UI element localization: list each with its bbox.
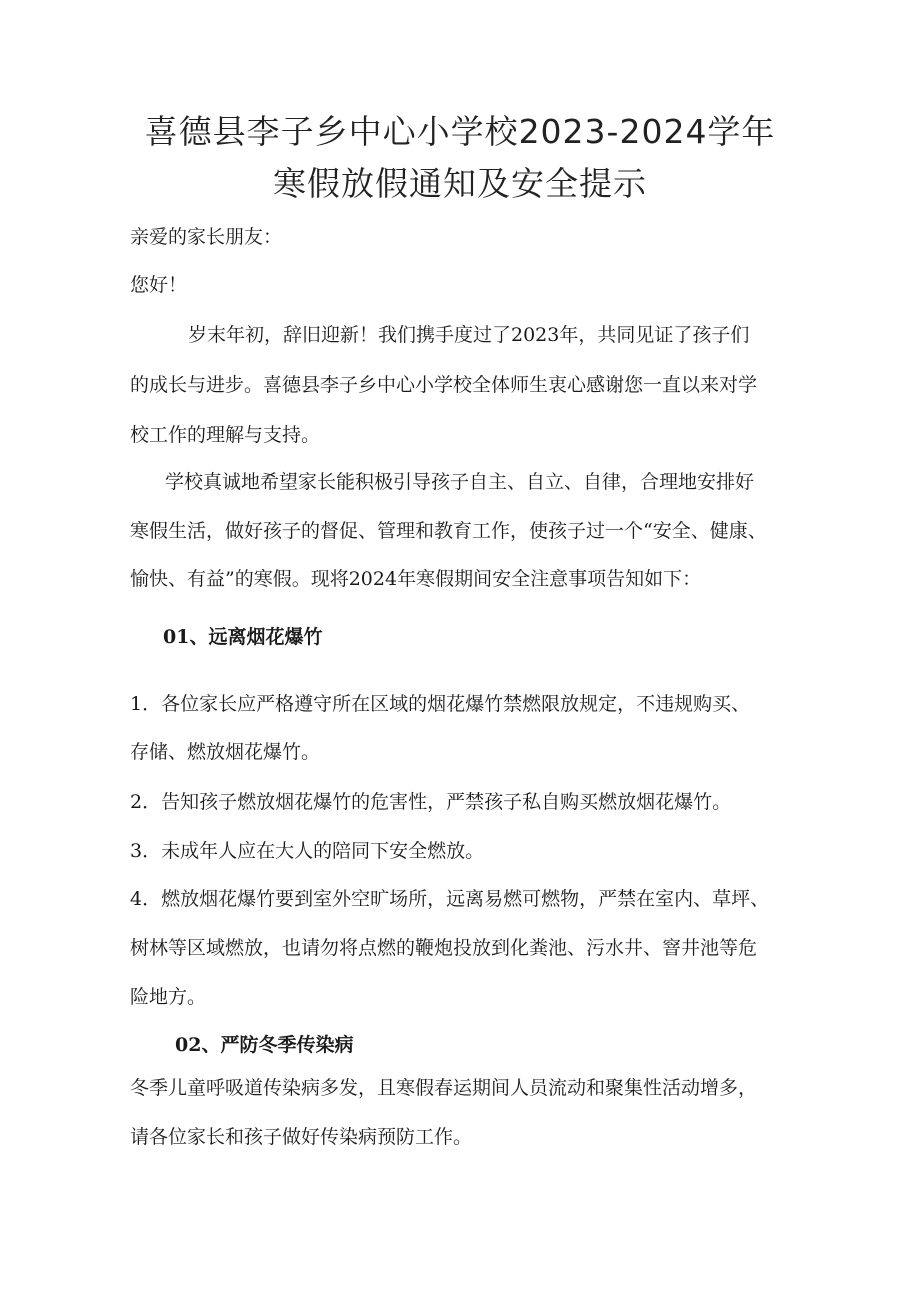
intro-paragraph-1-line-2: 的成长与进步。喜德县李子乡中心小学校全体师生衷心感谢您一直以来对学 [130,374,758,396]
document-title-line-1: 喜德县李子乡中心小学校2023-2024学年 [144,112,776,151]
intro-paragraph-2-line-2: 寒假生活，做好孩子的督促、管理和教育工作，使孩子过一个“安全、健康、 [130,520,767,542]
section-2-body-line-1: 冬季儿童呼吸道传染病多发，且寒假春运期间人员流动和聚集性活动增多， [130,1077,758,1099]
section-1-item-4-line-2: 树林等区域燃放，也请勿将点燃的鞭炮投放到化粪池、污水井、窨井池等危 [130,937,758,959]
section-1-heading: 01、远离烟花爆竹 [163,626,323,648]
salutation: 亲爱的家长朋友： [130,226,283,248]
section-1-item-4-line-3: 险地方。 [130,986,207,1008]
section-1-item-4-line-1: 4．燃放烟花爆竹要到室外空旷场所，远离易燃可燃物，严禁在室内、草坪、 [130,888,770,910]
intro-paragraph-2-line-1: 学校真诚地希望家长能积极引导孩子自主、自立、自律，合理地安排好 [165,471,755,493]
hello-line: 您好！ [130,274,188,296]
intro-paragraph-1-line-3: 校工作的理解与支持。 [130,424,321,446]
section-1-item-1-line-1: 1．各位家长应严格遵守所在区域的烟花爆竹禁燃限放规定，不违规购买、 [130,693,751,715]
document-title-line-2: 寒假放假通知及安全提示 [273,164,647,203]
section-2-heading: 02、严防冬季传染病 [175,1034,354,1056]
section-1-item-3: 3．未成年人应在大人的陪同下安全燃放。 [130,840,485,862]
section-1-item-2: 2．告知孩子燃放烟花爆竹的危害性，严禁孩子私自购买燃放烟花爆竹。 [130,791,732,813]
intro-paragraph-1-line-1: 岁末年初，辞旧迎新！我们携手度过了2023年，共同见证了孩子们 [188,324,750,346]
section-2-body-line-2: 请各位家长和孩子做好传染病预防工作。 [130,1126,473,1148]
intro-paragraph-2-line-3: 愉快、有益”的寒假。现将2024年寒假期间安全注意事项告知如下： [130,568,702,590]
section-1-item-1-line-2: 存储、燃放烟花爆竹。 [130,741,321,763]
